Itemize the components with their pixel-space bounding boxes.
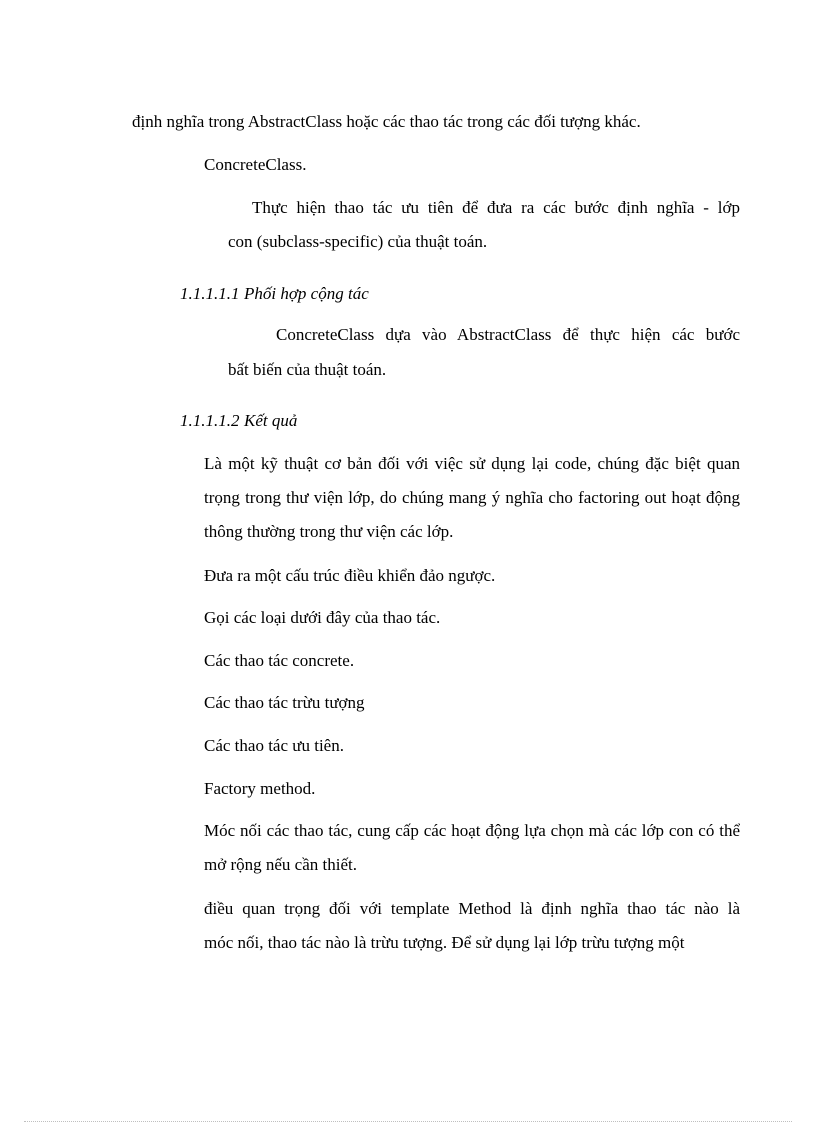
concrete-class-desc-line-2: con (subclass-specific) của thuật toán. (228, 232, 488, 251)
concrete-class-desc-line-1: Thực hiện thao tác ưu tiên để đưa ra các bước định nghĩa - lớp (252, 198, 740, 217)
results-paragraph-1: Là một kỹ thuật cơ bản đối với việc sử dụng lại code, chúng đặc biệt quan trọng trong thư viện lớp, do chúng mang ý nghĩa cho factoring out hoạt động thông thường trong thư viện các lớp. (204, 454, 740, 541)
results-item: Các thao tác ưu tiên. (204, 736, 344, 755)
heading-number: 1.1.1.1.1 (180, 284, 240, 303)
results-item: Đưa ra một cấu trúc điều khiển đảo ngược. (204, 566, 496, 585)
heading-title: Kết quả (244, 411, 298, 430)
results-item: Các thao tác concrete. (204, 651, 355, 670)
collaboration-line-2: bất biến của thuật toán. (228, 360, 387, 379)
results-paragraph-3-line-1: điều quan trọng đối với template Method là định nghĩa thao tác nào là (204, 899, 740, 918)
page-bottom-rule (24, 1121, 792, 1122)
concrete-class-label: ConcreteClass. (204, 155, 307, 174)
continuation-line: định nghĩa trong AbstractClass hoặc các thao tác trong các đối tượng khác. (132, 112, 641, 131)
heading-title: Phối hợp cộng tác (244, 284, 369, 303)
results-paragraph-2: Móc nối các thao tác, cung cấp các hoạt động lựa chọn mà các lớp con có thể mở rộng nếu cần thiết. (204, 821, 740, 874)
collaboration-line-1: ConcreteClass dựa vào AbstractClass để thực hiện các bước (276, 325, 740, 344)
section-heading-collaboration (180, 284, 369, 304)
section-heading-results (180, 411, 297, 431)
results-paragraph-3-line-2: móc nối, thao tác nào là trừu tượng. Để sử dụng lại lớp trừu tượng một (204, 933, 685, 952)
results-item: Factory method. (204, 779, 316, 798)
results-item: Các thao tác trừu tượng (204, 693, 365, 712)
results-item: Gọi các loại dưới đây của thao tác. (204, 608, 441, 627)
heading-number: 1.1.1.1.2 (180, 411, 240, 430)
